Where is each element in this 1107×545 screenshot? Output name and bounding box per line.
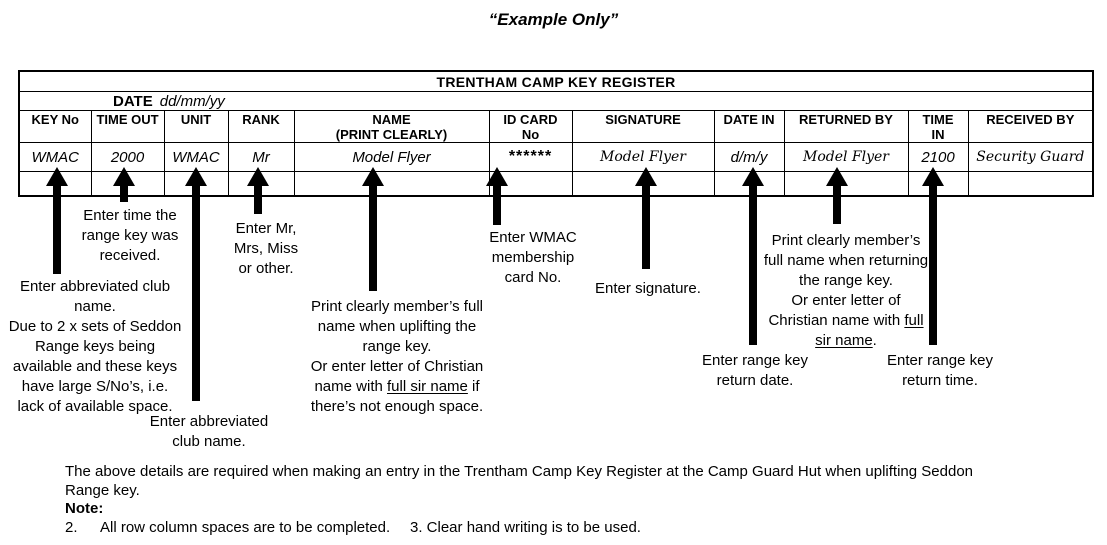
unit-arrow-icon xyxy=(185,167,207,186)
col-header-time-out: TIME OUT xyxy=(91,111,164,143)
entry-cell-rank: Mr xyxy=(228,143,294,172)
rank-arrow-icon xyxy=(247,167,269,186)
col-header-time-in: TIME IN xyxy=(908,111,968,143)
col-header-signature: SIGNATURE xyxy=(572,111,714,143)
rank-note: Enter Mr, Mrs, Miss or other. xyxy=(233,220,299,277)
entry-cell-key-no: WMAC xyxy=(19,143,91,172)
key-no-arrow-icon xyxy=(46,167,68,186)
note-item-3: 3. Clear hand writing is to be used. xyxy=(410,519,641,536)
returned-by-arrow-icon xyxy=(826,167,848,186)
date-in-arrow-icon xyxy=(742,167,764,186)
blank-cell-name xyxy=(294,172,489,197)
date-row xyxy=(19,92,1093,111)
name-note: Print clearly member’s full name when uplifting the range key. Or enter letter of Christian name with full sir name if there’s not enough space. xyxy=(310,298,484,415)
column-header-row xyxy=(19,111,1093,143)
note-item-2: All row column spaces are to be completed. xyxy=(100,519,391,536)
time-out-note: Enter time the range key was received. xyxy=(81,207,179,264)
note-item-1: 2. xyxy=(65,519,78,536)
entry-cell-date-in: d/m/y xyxy=(714,143,784,172)
note-items-row xyxy=(0,519,1107,539)
unit-note: Enter abbreviated club name. xyxy=(149,413,269,450)
col-header-unit: UNIT xyxy=(164,111,228,143)
returned-by-note: Print clearly member’s full name when returning the range key. Or enter letter of Christian name with full sir name. xyxy=(763,232,929,349)
col-header-returned-by: RETURNED BY xyxy=(784,111,908,143)
signature-arrow-icon xyxy=(635,167,657,186)
col-header-name: NAME (PRINT CLEARLY) xyxy=(294,111,489,143)
blank-cell-received-by xyxy=(968,172,1093,197)
footer-line-1: The above details are required when making an entry in the Trentham Camp Key Register at the Camp Guard Hut when uplifting Seddon xyxy=(65,463,974,480)
entry-cell-received-by: Security Guard xyxy=(968,143,1093,172)
col-header-id-card: ID CARD No xyxy=(489,111,572,143)
time-in-arrow-icon xyxy=(922,167,944,186)
time-in-note: Enter range key return time. xyxy=(887,352,993,389)
table-title-row xyxy=(19,71,1093,92)
entry-cell-time-out: 2000 xyxy=(91,143,164,172)
entry-cell-id-card: ****** xyxy=(489,143,572,172)
col-header-received-by: RECEIVED BY xyxy=(968,111,1093,143)
id-card-note: Enter WMAC membership card No. xyxy=(489,229,577,286)
name-arrow-icon xyxy=(362,167,384,186)
col-header-date-in: DATE IN xyxy=(714,111,784,143)
key-no-note: Enter abbreviated club name. Due to 2 x sets of Seddon Range keys being available and these keys have large S/No’s, i.e. lack of available space. xyxy=(8,278,182,415)
entry-cell-unit: WMAC xyxy=(164,143,228,172)
id-card-arrow-icon xyxy=(486,167,508,186)
page-title: “Example Only” xyxy=(488,10,619,29)
footer-line-2: Range key. xyxy=(65,482,140,499)
col-header-key-no: KEY No xyxy=(19,111,91,143)
entry-cell-signature: Model Flyer xyxy=(572,143,714,172)
entry-cell-time-in: 2100 xyxy=(908,143,968,172)
signature-note: Enter signature. xyxy=(595,280,701,297)
date-in-note: Enter range key return date. xyxy=(702,352,808,389)
table-title: TRENTHAM CAMP KEY REGISTER xyxy=(19,71,1093,92)
date-label: DATE xyxy=(113,92,153,110)
entry-cell-name: Model Flyer xyxy=(294,143,489,172)
date-format: dd/mm/yy xyxy=(159,92,225,110)
note-label: Note: xyxy=(65,500,104,517)
col-header-rank: RANK xyxy=(228,111,294,143)
entry-cell-returned-by: Model Flyer xyxy=(784,143,908,172)
time-out-arrow-icon xyxy=(113,167,135,186)
